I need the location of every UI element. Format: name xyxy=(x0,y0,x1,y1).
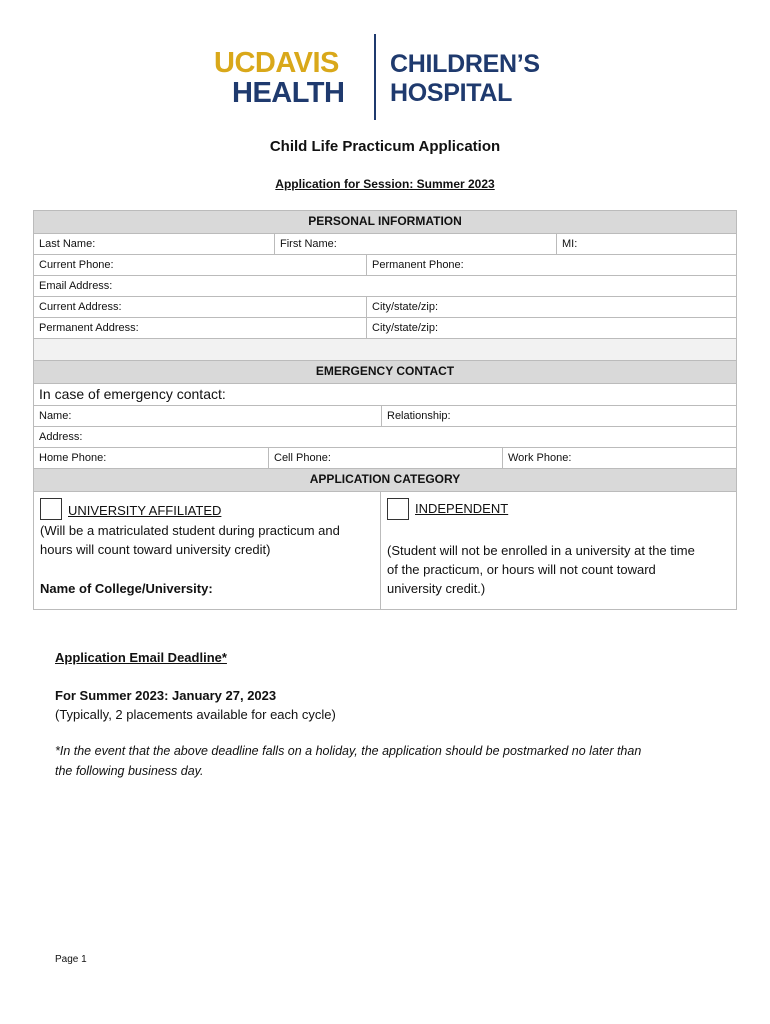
permanent-city-field[interactable]: City/state/zip: xyxy=(366,318,736,338)
name-row xyxy=(34,234,736,255)
college-name-field[interactable]: Name of College/University: xyxy=(40,581,213,596)
email-row xyxy=(34,276,736,297)
emergency-name-row xyxy=(34,406,736,427)
deadline-date: For Summer 2023: January 27, 2023 xyxy=(55,688,277,703)
logo-health: HEALTH xyxy=(232,77,345,109)
logo-childrens: CHILDREN’S xyxy=(390,50,540,78)
permanent-phone-field[interactable]: Permanent Phone: xyxy=(366,255,736,275)
emergency-contact-header: EMERGENCY CONTACT xyxy=(34,361,736,384)
university-affiliated-option xyxy=(34,492,380,609)
current-city-field[interactable]: City/state/zip: xyxy=(366,297,736,317)
deadline-footnote-line1: *In the event that the above deadline falls on a holiday, the application should be postmarked no later than xyxy=(55,744,642,758)
home-phone-field[interactable]: Home Phone: xyxy=(39,452,107,464)
permanent-address-row xyxy=(34,318,736,339)
emergency-name-field[interactable]: Name: xyxy=(39,410,72,422)
mi-field[interactable]: MI: xyxy=(556,234,736,254)
logo-divider xyxy=(374,34,376,120)
emergency-intro-row xyxy=(34,384,736,406)
application-form xyxy=(33,210,737,610)
independent-desc-line2: of the practicum, or hours will not count toward xyxy=(387,562,656,577)
independent-desc-line3: university credit.) xyxy=(387,581,486,596)
deadline-footnote-line2: the following business day. xyxy=(55,764,204,778)
phone-row xyxy=(34,255,736,276)
independent-label: INDEPENDENT xyxy=(415,501,509,516)
page-number: Page 1 xyxy=(55,954,87,965)
university-affiliated-checkbox[interactable] xyxy=(40,498,62,520)
university-affiliated-label: UNIVERSITY AFFILIATED xyxy=(68,503,222,518)
last-name-field[interactable]: Last Name: xyxy=(39,238,96,250)
deadline-note: (Typically, 2 placements available for each cycle) xyxy=(55,707,336,722)
uc-davis-health-logo xyxy=(214,34,554,124)
independent-desc-line1: (Student will not be enrolled in a university at the time xyxy=(387,543,695,558)
spacer-row xyxy=(34,339,736,361)
permanent-address-field[interactable]: Permanent Address: xyxy=(39,322,139,334)
logo-hospital: HOSPITAL xyxy=(390,79,513,107)
emergency-address-row xyxy=(34,427,736,448)
emergency-address-field[interactable]: Address: xyxy=(39,431,83,443)
logo-ucdavis: UCDAVIS xyxy=(214,47,339,79)
cell-phone-field[interactable]: Cell Phone: xyxy=(268,448,502,468)
current-address-field[interactable]: Current Address: xyxy=(39,301,122,313)
personal-info-header: PERSONAL INFORMATION xyxy=(34,211,736,234)
page-title: Child Life Practicum Application xyxy=(269,138,501,155)
affiliated-desc-line2: hours will count toward university credit) xyxy=(40,542,271,557)
session-label: Application for Session: Summer 2023 xyxy=(275,177,495,191)
deadline-heading: Application Email Deadline* xyxy=(55,650,227,665)
emergency-intro: In case of emergency contact: xyxy=(39,386,226,402)
category-row xyxy=(34,492,736,609)
current-phone-field[interactable]: Current Phone: xyxy=(39,259,114,271)
work-phone-field[interactable]: Work Phone: xyxy=(502,448,736,468)
emergency-phone-row xyxy=(34,448,736,469)
affiliated-desc-line1: (Will be a matriculated student during practicum and xyxy=(40,523,340,538)
emergency-relationship-field[interactable]: Relationship: xyxy=(381,406,736,426)
first-name-field[interactable]: First Name: xyxy=(274,234,556,254)
email-field[interactable]: Email Address: xyxy=(39,280,113,292)
current-address-row xyxy=(34,297,736,318)
independent-option xyxy=(380,492,736,609)
independent-checkbox[interactable] xyxy=(387,498,409,520)
application-category-header: APPLICATION CATEGORY xyxy=(34,469,736,492)
